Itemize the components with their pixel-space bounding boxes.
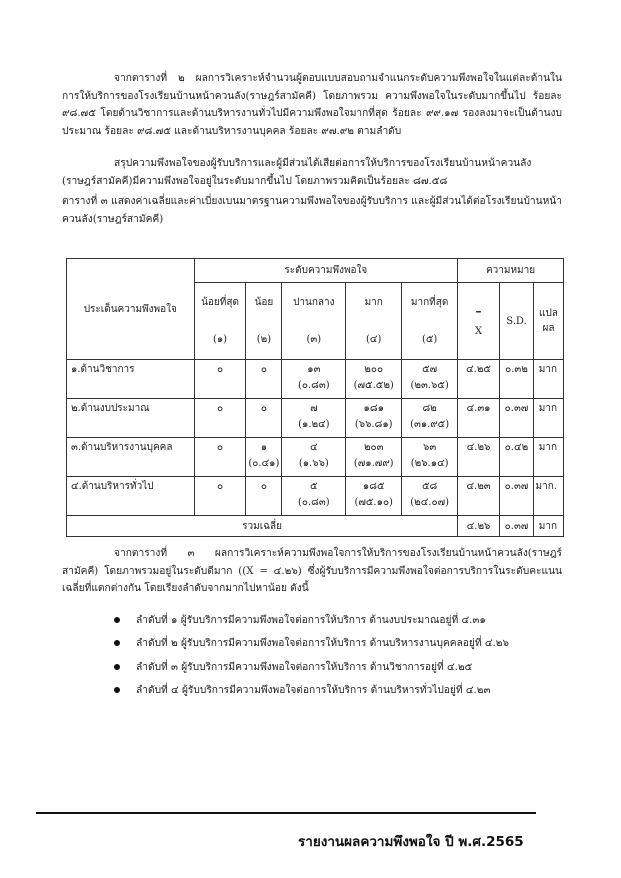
topic-header: ประเด็นความพึงพอใจ — [67, 259, 195, 360]
count: ๑๘๑ — [363, 403, 384, 414]
conclusion-paragraph: จากตารางที่ ๓ ผลการวิเคราะห์ความพึงพอใจการให้บริการของโรงเรียนบ้านหน้าควนลัง(ราษฎร์สามัคคี) โดยภาพรวมอยู่ในระดับดีมาก ((X = ๔.๒๖) ซึ่งผู้รับบริการมีความพึงพอใจต่อการบริการในระดับคะแนนเฉลี่ยที่แตกต่างกัน โดยเรียงลำดับจากมากไปหาน้อย ดังนี้ — [62, 548, 562, 595]
mean-cell: ๔.๓๑ — [458, 399, 500, 438]
level-5-cell — [402, 438, 458, 477]
summary-mean: ๔.๒๖ — [458, 516, 500, 537]
bullet-icon — [114, 664, 120, 670]
level-label: มากที่สุด — [410, 297, 449, 308]
level-header-4 — [346, 283, 402, 360]
percent: (๑.๒๔) — [298, 419, 330, 430]
mean-header — [458, 283, 500, 360]
level-header-5 — [402, 283, 458, 360]
count: ๒๐๐ — [364, 364, 384, 375]
list-item — [114, 679, 509, 702]
count: ๔ — [310, 442, 318, 453]
count: ๐ — [260, 403, 267, 414]
bullet-icon — [114, 640, 120, 646]
percent: (๒๔.๐๗) — [410, 497, 450, 508]
table-row — [67, 438, 564, 477]
level-3-cell — [282, 438, 346, 477]
ranking-text: ลำดับที่ ๑ ผู้รับบริการมีความพึงพอใจต่อการให้บริการ ด้านงบประมาณอยู่ที่ ๔.๓๑ — [136, 615, 486, 626]
level-2-cell — [246, 477, 282, 516]
percent: (๖๖.๘๑) — [354, 419, 393, 430]
meaning-group-header: ความหมาย — [458, 259, 564, 283]
analysis-paragraph-1: จากตารางที่ ๒ ผลการวิเคราะห์จำนวนผู้ตอบแบบสอบถามจำแนกระดับความพึงพอใจในแต่ละด้านในการให้บริการของโรงเรียนบ้านหน้าควนลัง(ราษฎร์สามัคคี) โดยภาพรวม ความพึงพอใจในระดับมากขึ้นไป ร้อยละ ๙๘.๗๕ โดยด้านวิชาการและด้านบริหารงานทั่วไปมีความพึงพอใจมากที่สุด ร้อยละ ๙๙.๑๗ รองลงมาจะเป็นด้านงบประมาณ ร้อยละ ๙๘.๗๕ และด้านบริหารงานบุคคล ร้อยละ ๙๗.๙๒ ตามลำดับ — [62, 73, 562, 137]
level-5-cell — [402, 477, 458, 516]
level-header-1 — [194, 283, 246, 360]
level-3-cell — [282, 477, 346, 516]
level-code: (๓) — [306, 334, 322, 345]
percent: (๐.๘๓) — [298, 380, 330, 391]
level-code: (๕) — [421, 334, 438, 345]
mean-cell: ๔.๒๖ — [458, 438, 500, 477]
table-row — [67, 360, 564, 399]
count: ๑ — [260, 442, 268, 453]
count: ๐ — [260, 481, 267, 492]
result-cell: มาก — [533, 438, 563, 477]
level-group-header: ระดับความพึงพอใจ — [194, 259, 458, 283]
count: ๐ — [216, 481, 224, 492]
summary-paragraph: สรุปความพึงพอใจของผู้รับบริการและผู้มีส่วนได้เสียต่อการให้บริการของโรงเรียนบ้านหน้าควนลัง (ราษฎร์สามัคคี)มีความพึงพอใจอยู่ในระดับมากขึ้นไป โดยภาพรวมคิดเป็นร้อยละ ๘๗.๕๘ — [62, 158, 532, 187]
sd-cell: ๐.๓๒ — [500, 360, 534, 399]
mean-cell: ๔.๒๕ — [458, 360, 500, 399]
table-caption: ตารางที่ ๓ แสดงค่าเฉลี่ยและค่าเบี่ยงเบนมาตรฐานความพึงพอใจของผู้รับบริการ และผู้มีส่วนได้ต่อโรงเรียนบ้านหน้าควนลัง(ราษฎร์สามัคคี) — [62, 196, 562, 225]
ranking-list — [114, 609, 509, 703]
level-1-cell — [194, 399, 246, 438]
table-header-row-1 — [67, 259, 564, 283]
summary-sd: ๐.๓๗ — [500, 516, 534, 537]
percent: (๐.๔๑) — [248, 458, 280, 469]
level-label: น้อยที่สุด — [201, 297, 239, 308]
percent: (๒๓.๖๕) — [410, 380, 449, 391]
count: ๖๓ — [423, 442, 437, 453]
level-5-cell — [402, 399, 458, 438]
result-header: แปลผล — [533, 283, 563, 360]
level-5-cell — [402, 360, 458, 399]
table-row — [67, 477, 564, 516]
ranking-text: ลำดับที่ ๓ ผู้รับบริการมีความพึงพอใจต่อการให้บริการ ด้านวิชาการอยู่ที่ ๔.๒๕ — [136, 661, 473, 673]
level-4-cell — [346, 360, 402, 399]
count: ๐ — [216, 442, 224, 453]
level-2-cell — [246, 438, 282, 477]
sd-header: S.D. — [500, 283, 534, 360]
count: ๕๘ — [421, 481, 438, 492]
level-label: น้อย — [254, 297, 274, 308]
bullet-icon — [114, 617, 120, 623]
percent: (๐.๘๓) — [298, 497, 330, 508]
list-item — [114, 656, 509, 679]
count: ๑๓ — [307, 364, 321, 375]
sd-cell: ๐.๔๒ — [500, 438, 534, 477]
level-3-cell — [282, 399, 346, 438]
list-item — [114, 609, 509, 632]
mean-cell: ๔.๒๓ — [458, 477, 500, 516]
level-code: (๔) — [366, 334, 382, 345]
result-cell: มาก — [533, 399, 563, 438]
mean-label: X — [474, 325, 483, 337]
level-4-cell — [346, 438, 402, 477]
count: ๑๘๕ — [362, 481, 385, 492]
percent: (๓๑.๙๕) — [410, 419, 450, 430]
row-topic: ๑.ด้านวิชาการ — [67, 360, 195, 399]
sd-cell: ๐.๓๗ — [500, 399, 534, 438]
summary-label: รวมเฉลี่ย — [67, 516, 458, 537]
level-1-cell — [194, 477, 246, 516]
level-1-cell — [194, 438, 246, 477]
xbar-mark: – — [475, 303, 482, 318]
level-4-cell — [346, 477, 402, 516]
level-label: มาก — [364, 297, 383, 308]
result-cell: มาก — [533, 360, 563, 399]
bullet-icon — [114, 687, 120, 693]
level-code: (๑) — [212, 334, 228, 345]
level-4-cell — [346, 399, 402, 438]
level-3-cell — [282, 360, 346, 399]
footer-title: รายงานผลความพึงพอใจ ปี พ.ศ.2565 — [298, 834, 524, 850]
level-1-cell — [194, 360, 246, 399]
percent: (๗๕.๑๐) — [354, 497, 393, 508]
level-header-3 — [282, 283, 346, 360]
percent: (๗๕.๕๒) — [353, 380, 394, 391]
level-2-cell — [246, 360, 282, 399]
count: ๐ — [260, 364, 267, 375]
percent: (๑.๖๖) — [298, 458, 329, 469]
summary-row — [67, 516, 564, 537]
result-cell: มาก. — [533, 477, 563, 516]
count: ๗ — [310, 403, 318, 414]
ranking-text: ลำดับที่ ๒ ผู้รับบริการมีความพึงพอใจต่อการให้บริการ ด้านบริหารงานบุคคลอยู่ที่ ๔.๒๖ — [136, 638, 509, 650]
level-2-cell — [246, 399, 282, 438]
footer-divider — [36, 812, 536, 814]
row-topic: ๒.ด้านงบประมาณ — [67, 399, 195, 438]
count: ๒๐๓ — [363, 442, 384, 453]
count: ๕๗ — [422, 364, 438, 375]
sd-cell: ๐.๓๗ — [500, 477, 534, 516]
count: ๕ — [310, 481, 318, 492]
level-label: ปานกลาง — [293, 297, 335, 308]
level-code: (๒) — [256, 334, 272, 345]
summary-result: มาก — [533, 516, 563, 537]
row-topic: ๔.ด้านบริหารทั่วไป — [67, 477, 195, 516]
percent: (๗๑.๗๙) — [353, 458, 394, 469]
count: ๐ — [216, 364, 224, 375]
ranking-text: ลำดับที่ ๔ ผู้รับบริการมีความพึงพอใจต่อการให้บริการ ด้านบริหารทั่วไปอยู่ที่ ๔.๒๓ — [136, 685, 491, 697]
count: ๘๒ — [422, 403, 437, 414]
table-row — [67, 399, 564, 438]
count: ๐ — [216, 403, 224, 414]
satisfaction-table — [66, 258, 564, 537]
list-item — [114, 632, 509, 655]
row-topic: ๓.ด้านบริหารงานบุคคล — [67, 438, 195, 477]
percent: (๒๖.๑๔) — [410, 458, 449, 469]
level-header-2 — [246, 283, 282, 360]
